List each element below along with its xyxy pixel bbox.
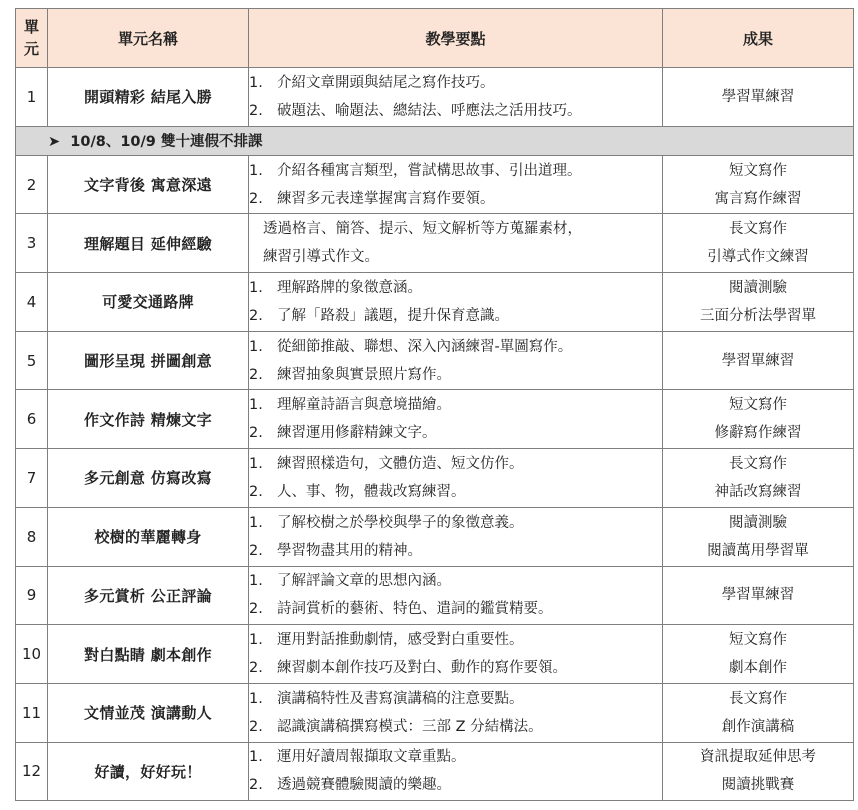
unit-number: 5 <box>16 331 48 390</box>
points-list <box>249 685 662 741</box>
result-cell <box>663 566 854 625</box>
result-item: 閱讀測驗 <box>729 514 787 531</box>
point-text: 理解童詩語言與意境描繪。 <box>277 397 451 414</box>
result-cell <box>663 68 854 127</box>
list-item <box>249 69 662 97</box>
teaching-points <box>249 566 663 625</box>
unit-name: 好讀，好好玩！ <box>48 742 249 801</box>
unit-number: 9 <box>16 566 48 625</box>
teaching-points <box>249 68 663 127</box>
list-item <box>249 274 662 302</box>
result-item: 閱讀萬用學習單 <box>707 542 809 559</box>
point-number: 1. <box>249 279 263 296</box>
point-text: 從細節推敲、聯想、深入內涵練習-單圖寫作。 <box>277 338 573 355</box>
teaching-points <box>249 742 663 801</box>
unit-name: 對白點睛 劇本創作 <box>48 625 249 684</box>
unit-name: 多元創意 仿寫改寫 <box>48 449 249 508</box>
point-number: 1. <box>249 455 263 472</box>
point-text: 了解「路殺」議題，提升保育意識。 <box>277 307 509 324</box>
table-row <box>16 68 854 127</box>
table-row <box>16 507 854 566</box>
result-item: 學習單練習 <box>721 88 795 105</box>
header-unit: 單 元 <box>16 9 48 68</box>
point-number: 2. <box>249 483 263 500</box>
list-item <box>249 361 662 389</box>
point-number: 1. <box>249 162 263 179</box>
result-cell <box>663 331 854 390</box>
table-row <box>16 155 854 214</box>
unit-name: 作文作詩 精煉文字 <box>48 390 249 449</box>
teaching-points <box>249 214 663 273</box>
header-teaching-points: 教學要點 <box>249 9 663 68</box>
point-number: 2. <box>249 601 263 618</box>
result-item: 長文寫作 <box>729 221 787 238</box>
list-item <box>249 450 662 478</box>
points-list <box>249 157 662 213</box>
result-item: 短文寫作 <box>729 397 787 414</box>
point-text: 認識演講稿撰寫模式：三部 Z 分結構法。 <box>277 718 543 735</box>
unit-name: 文情並茂 演講動人 <box>48 683 249 742</box>
result-cell <box>663 390 854 449</box>
header-result: 成果 <box>663 9 854 68</box>
points-list <box>249 509 662 565</box>
list-item <box>249 391 662 419</box>
header-unit-name: 單元名稱 <box>48 9 249 68</box>
table-row <box>16 273 854 332</box>
result-cell <box>663 683 854 742</box>
holiday-row <box>16 126 854 155</box>
result-item: 三面分析法學習單 <box>700 307 816 324</box>
points-list <box>249 274 662 330</box>
list-item <box>249 537 662 565</box>
point-number: 2. <box>249 660 263 677</box>
point-number: 2. <box>249 542 263 559</box>
result-item: 修辭寫作練習 <box>714 425 802 442</box>
unit-number: 12 <box>16 742 48 801</box>
point-text: 練習多元表達掌握寓言寫作要領。 <box>277 190 495 207</box>
list-item <box>249 626 662 654</box>
list-item <box>249 743 662 771</box>
list-item <box>249 567 662 595</box>
points-list <box>249 333 662 389</box>
result-cell <box>663 507 854 566</box>
unit-name: 開頭精彩 結尾入勝 <box>48 68 249 127</box>
list-item <box>249 97 662 125</box>
table-row <box>16 566 854 625</box>
point-number: 2. <box>249 307 263 324</box>
unit-name: 校樹的華麗轉身 <box>48 507 249 566</box>
unit-name: 圖形呈現 拼圖創意 <box>48 331 249 390</box>
result-item: 創作演講稿 <box>721 718 795 735</box>
point-number: 2. <box>249 190 263 207</box>
result-cell <box>663 214 854 273</box>
result-item: 短文寫作 <box>729 162 787 179</box>
result-item: 長文寫作 <box>729 455 787 472</box>
list-item <box>249 509 662 537</box>
unit-number: 1 <box>16 68 48 127</box>
point-number: 2. <box>249 718 263 735</box>
point-text: 演講稿特性及書寫演講稿的注意要點。 <box>277 690 524 707</box>
unit-name: 理解題目 延伸經驗 <box>48 214 249 273</box>
table-row <box>16 625 854 684</box>
point-text: 了解評論文章的思想內涵。 <box>277 573 451 590</box>
result-item: 學習單練習 <box>721 587 795 604</box>
unit-name: 可愛交通路牌 <box>48 273 249 332</box>
result-item: 寓言寫作練習 <box>714 190 802 207</box>
result-cell <box>663 273 854 332</box>
table-row <box>16 683 854 742</box>
point-text: 學習物盡其用的精神。 <box>277 542 422 559</box>
holiday-notice <box>16 126 854 155</box>
point-text: 破題法、喻題法、總結法、呼應法之活用技巧。 <box>277 102 582 119</box>
unit-number: 2 <box>16 155 48 214</box>
result-item: 劇本創作 <box>729 660 787 677</box>
point-text: 透過競賽體驗閱讀的樂趣。 <box>277 777 451 794</box>
teaching-points <box>249 155 663 214</box>
point-text: 練習運用修辭精鍊文字。 <box>277 425 437 442</box>
teaching-points <box>249 625 663 684</box>
point-text: 人、事、物，體裁改寫練習。 <box>277 483 466 500</box>
list-item <box>249 157 662 185</box>
unit-name: 多元賞析 公正評論 <box>48 566 249 625</box>
table-row <box>16 449 854 508</box>
result-item: 閱讀挑戰賽 <box>721 777 795 794</box>
list-item <box>249 333 662 361</box>
point-text: 練習劇本創作技巧及對白、動作的寫作要領。 <box>277 660 567 677</box>
point-number: 1. <box>249 690 263 707</box>
point-number: 1. <box>249 514 263 531</box>
list-item <box>249 654 662 682</box>
teaching-points <box>249 273 663 332</box>
table-row <box>16 331 854 390</box>
teaching-points <box>249 390 663 449</box>
result-item: 引導式作文練習 <box>707 249 809 266</box>
result-cell <box>663 449 854 508</box>
list-item <box>249 478 662 506</box>
points-list <box>249 743 662 799</box>
unit-number: 10 <box>16 625 48 684</box>
point-text: 練習照樣造句，文體仿造、短文仿作。 <box>277 455 524 472</box>
result-item: 長文寫作 <box>729 690 787 707</box>
point-number: 1. <box>249 632 263 649</box>
point-text: 理解路牌的象徵意涵。 <box>277 279 422 296</box>
holiday-text: 10/8、10/9 雙十連假不排課 <box>70 134 263 151</box>
teaching-points <box>249 449 663 508</box>
point-text: 了解校樹之於學校與學子的象徵意義。 <box>277 514 524 531</box>
points-list <box>249 567 662 623</box>
list-item <box>249 419 662 447</box>
point-text: 詩詞賞析的藝術、特色、遣詞的鑑賞精要。 <box>277 601 553 618</box>
result-item: 資訊提取延伸思考 <box>700 749 816 766</box>
unit-number: 3 <box>16 214 48 273</box>
points-list <box>249 69 662 125</box>
points-list <box>249 626 662 682</box>
point-text: 介紹各種寓言類型，嘗試構思故事、引出道理。 <box>277 162 582 179</box>
point-number: 1. <box>249 749 263 766</box>
point-number: 1. <box>249 573 263 590</box>
result-item: 學習單練習 <box>721 352 795 369</box>
points-list <box>249 450 662 506</box>
point-number: 1. <box>249 338 263 355</box>
point-text: 運用好讀周報擷取文章重點。 <box>277 749 466 766</box>
list-item <box>249 713 662 741</box>
unit-name: 文字背後 寓意深遠 <box>48 155 249 214</box>
teaching-points <box>249 507 663 566</box>
point-text: 運用對話推動劇情，感受對白重要性。 <box>277 632 524 649</box>
result-cell <box>663 625 854 684</box>
unit-number: 4 <box>16 273 48 332</box>
result-item: 神話改寫練習 <box>714 483 802 500</box>
header-row <box>16 9 854 68</box>
point-number: 1. <box>249 74 263 91</box>
unit-number: 6 <box>16 390 48 449</box>
point-number: 2. <box>249 366 263 383</box>
curriculum-table <box>15 8 854 801</box>
list-item <box>249 302 662 330</box>
teaching-points <box>249 683 663 742</box>
point-number: 2. <box>249 777 263 794</box>
point-text: 練習引導式作文。 <box>263 249 379 266</box>
result-item: 閱讀測驗 <box>729 279 787 296</box>
list-item <box>249 685 662 713</box>
point-number: 1. <box>249 397 263 414</box>
result-cell <box>663 155 854 214</box>
list-item <box>249 771 662 799</box>
unit-number: 8 <box>16 507 48 566</box>
result-item: 短文寫作 <box>729 632 787 649</box>
list-item <box>249 185 662 213</box>
point-number: 2. <box>249 102 263 119</box>
unit-number: 11 <box>16 683 48 742</box>
point-number: 2. <box>249 425 263 442</box>
teaching-points <box>249 331 663 390</box>
table-row <box>16 214 854 273</box>
table-row <box>16 390 854 449</box>
point-text: 介紹文章開頭與結尾之寫作技巧。 <box>277 74 495 91</box>
point-text: 練習抽象與實景照片寫作。 <box>277 366 451 383</box>
result-cell <box>663 742 854 801</box>
points-list <box>249 391 662 447</box>
unit-number: 7 <box>16 449 48 508</box>
table-row <box>16 742 854 801</box>
point-text: 透過格言、簡答、提示、短文解析等方蒐羅素材， <box>263 221 582 238</box>
list-item <box>249 595 662 623</box>
arrow-icon: ➤ <box>48 134 61 151</box>
